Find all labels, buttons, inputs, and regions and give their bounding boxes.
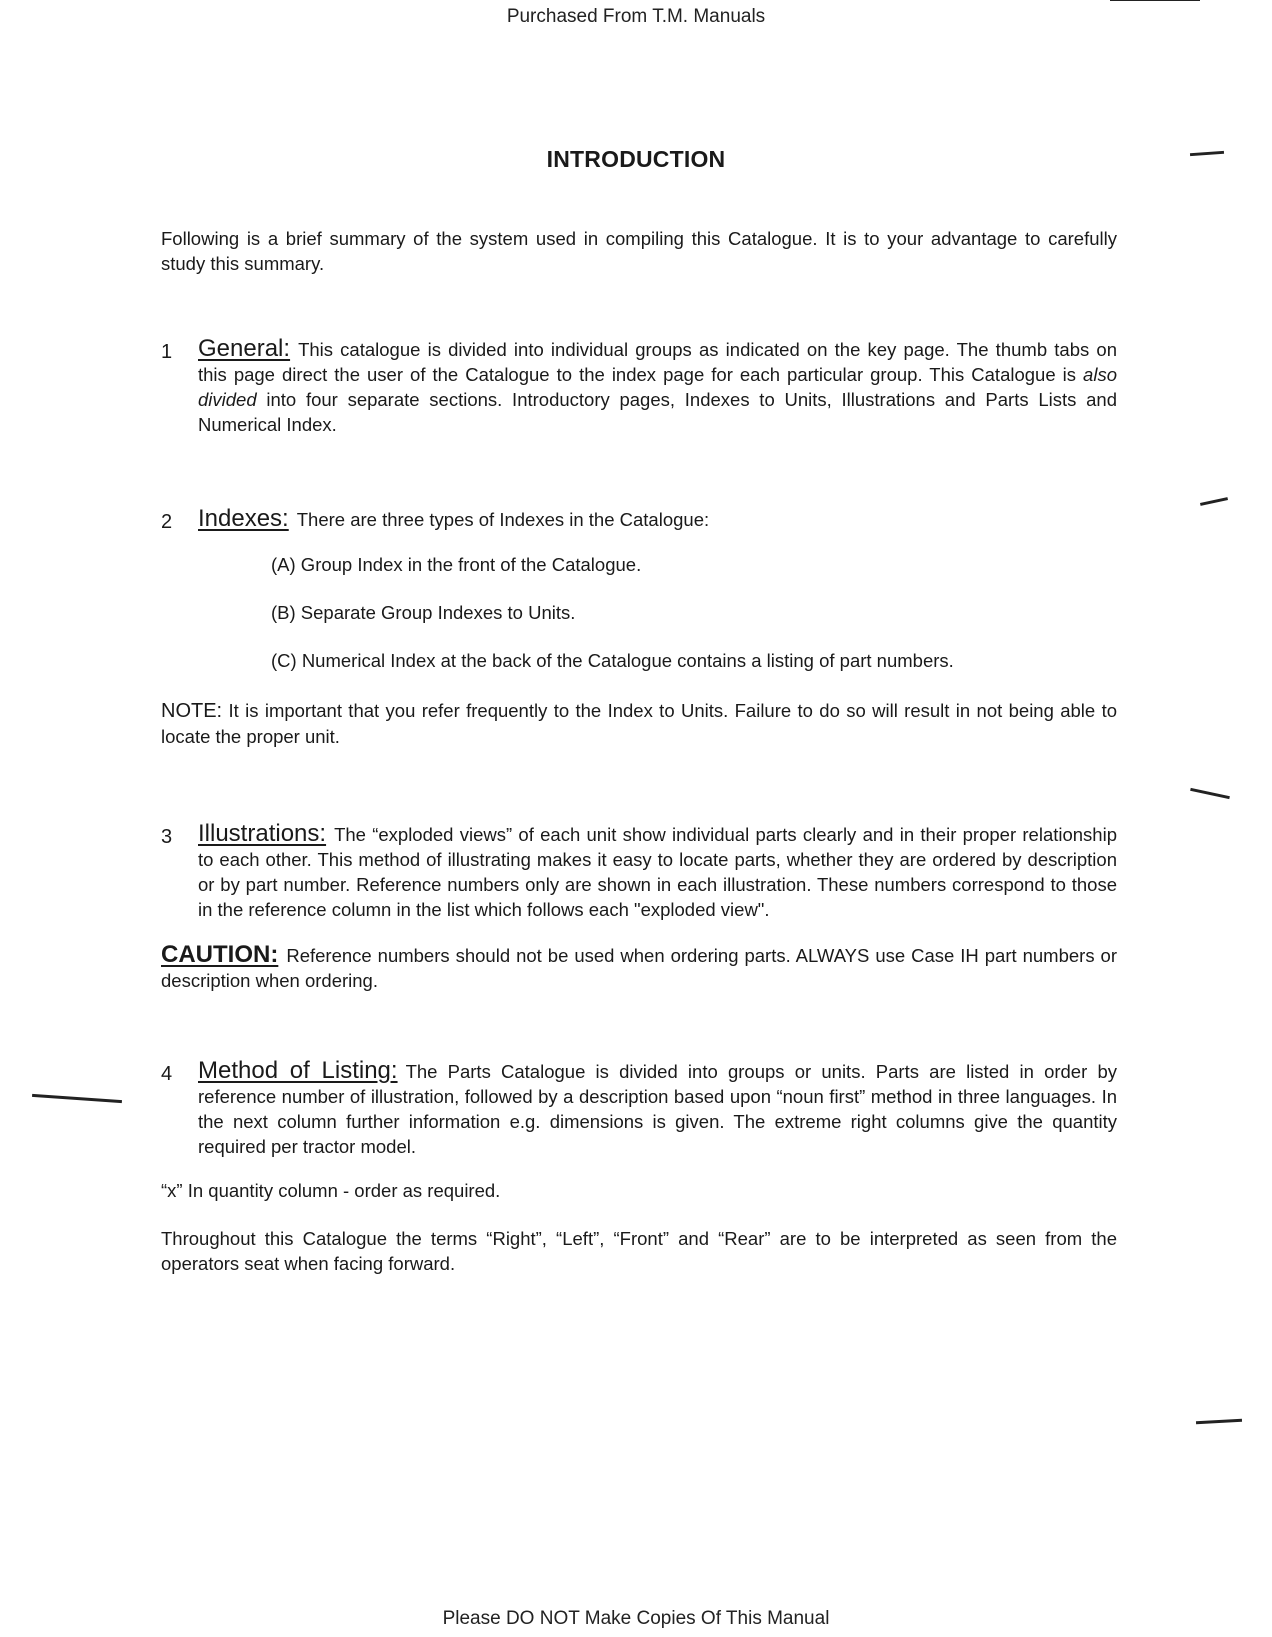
section-number: 1 (161, 341, 173, 363)
note-label: NOTE: (161, 700, 223, 722)
section-body: The Parts Catalogue is divided into groups or units. Parts are listed in order by reference number of illustration, followed by a description based upon “noun first” method in three languages. In the next column further information e.g. dimensions is given. The extreme right columns give the quantity required per tractor model. (198, 1061, 1117, 1157)
section-body-text: This catalogue is divided into individual groups as indicated on the key page. The thumb tabs on this page direct the user of the Catalogue to the index page for each particular group. This Catalogue is (198, 339, 1117, 385)
intro-paragraph: Following is a brief summary of the system used in compiling this Catalogue. It is to your advantage to carefully study this summary. (161, 228, 1117, 274)
caution-text: Reference numbers should not be used when ordering parts. ALWAYS use Case IH part numbers or description when ordering. (161, 945, 1117, 991)
quantity-note: “x” In quantity column - order as required. (161, 1180, 501, 1201)
section-body-text-end: into four separate sections. Introductory pages, Indexes to Units, Illustrations and Parts Lists and Numerical Index. (198, 389, 1117, 435)
section-heading: General: (198, 335, 291, 362)
section-body: There are three types of Indexes in the Catalogue: (296, 509, 710, 530)
scan-mark (32, 1094, 122, 1103)
scan-mark (1196, 1419, 1242, 1424)
page-title: INTRODUCTION (546, 146, 726, 172)
scan-mark (1110, 0, 1200, 1)
list-item: (B) Separate Group Indexes to Units. (271, 602, 576, 623)
page-header: Purchased From T.M. Manuals (506, 6, 766, 27)
note-text: It is important that you refer frequently to the Index to Units. Failure to do so will result in not being able to locate the proper unit. (161, 700, 1117, 747)
section-method-of-listing (161, 1058, 1117, 1159)
scan-mark (1200, 497, 1228, 506)
section-body: The “exploded views” of each unit show individual parts clearly and in their proper relationship to each other. This method of illustrating makes it easy to locate parts, whether they are ordered by description or by part number. Reference numbers only are shown in each illustration. These numbers correspond to those in the reference column in the list which follows each "exploded view". (198, 824, 1117, 920)
section-general (161, 336, 1117, 437)
section-illustrations (161, 821, 1117, 922)
caution-paragraph (161, 942, 1117, 993)
section-number: 4 (161, 1063, 173, 1085)
page-footer: Please DO NOT Make Copies Of This Manual (442, 1608, 830, 1629)
section-body-italic: also divided (198, 364, 1117, 410)
section-body (198, 339, 1117, 435)
scan-mark (1190, 788, 1230, 799)
caution-label: CAUTION: (161, 941, 279, 968)
section-indexes (161, 506, 1117, 532)
section-heading: Method of Listing: (198, 1057, 398, 1084)
section-heading: Illustrations: (198, 820, 327, 847)
list-item: (C) Numerical Index at the back of the Catalogue contains a listing of part numbers. (271, 650, 954, 671)
section-number: 3 (161, 826, 173, 848)
section-number: 2 (161, 511, 173, 533)
section-heading: Indexes: (198, 505, 289, 532)
list-item: (A) Group Index in the front of the Catalogue. (271, 554, 642, 575)
orientation-note: Throughout this Catalogue the terms “Right”, “Left”, “Front” and “Rear” are to be interpreted as seen from the operators seat when facing forward. (161, 1228, 1117, 1274)
note-paragraph (161, 698, 1117, 749)
